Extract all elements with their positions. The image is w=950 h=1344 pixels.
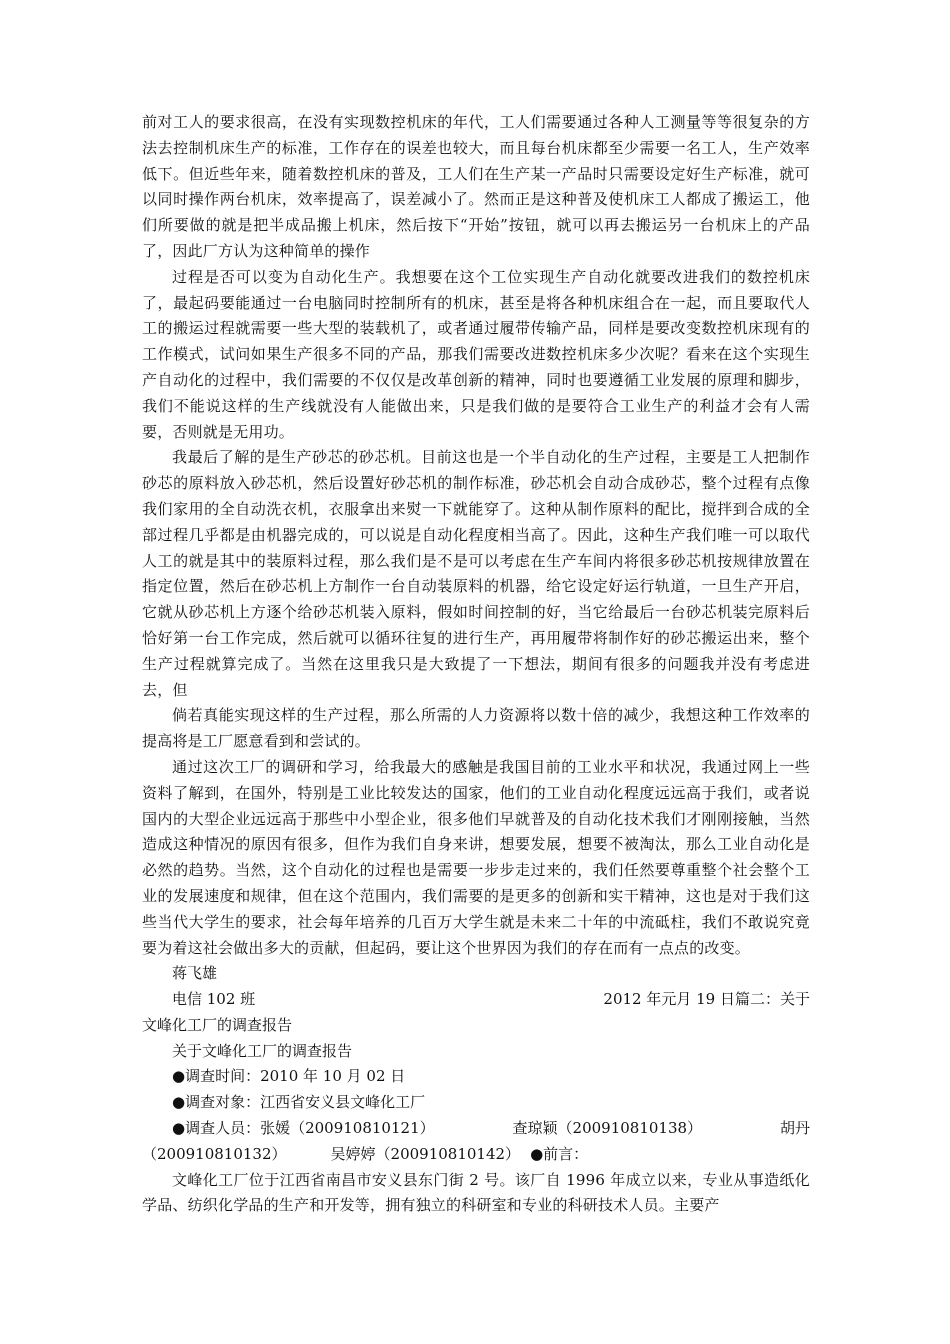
author-name: 蒋飞雄 [172, 964, 218, 983]
class-name: 电信 102 班 [172, 990, 256, 1009]
date-text: 2012 年元月 19 日篇二：关于 [603, 990, 810, 1009]
survey-staff-third: 胡丹 [779, 1119, 810, 1138]
survey-staff-line-2 [142, 1142, 810, 1168]
paragraph-reflection: 通过这次工厂的调研和学习，给我最大的感触是我国目前的工业水平和状况，我通过网上一些资料了解到，在国外，特别是工业比较发达的国家，他们的工业自动化程度远远高于我们，或者说国内的大型企业远远高于那些中小型企业，很多他们早就普及的自动化技术我们才刚刚接触，当然造成这种情况的原因有很多，但作为我们自身来讲，想要发展，想要不被淘汰，那么工业自动化是必然的趋势。当然，这个自动化的过程也是需要一步步走过来的，我们任然要尊重整个社会整个工业的发展速度和规律，但在这个范围内，我们需要的是更多的创新和实干精神，这也是对于我们这些当代大学生的要求，社会每年培养的几百万大学生就是未来二十年的中流砥柱，我们不敢说究竟要为着这社会做出多大的贡献，但起码，要让这个世界因为我们的存在而有一点点的改变。 [142, 757, 810, 957]
survey-object: ●调查对象：江西省安义县文峰化工厂 [172, 1093, 426, 1112]
paragraph-efficiency: 倘若真能实现这样的生产过程，那么所需的人力资源将以数十倍的减少，我想这种工作效率的提高将是工厂愿意看到和尝试的。 [142, 706, 810, 751]
survey-staff-fourth: 吴婷婷（200910810142） [330, 1144, 521, 1163]
survey-time: ●调查时间：2010 年 10 月 02 日 [172, 1067, 406, 1086]
survey-staff-id: （200910810132） [142, 1144, 287, 1163]
paragraph-machine-tools: 前对工人的要求很高，在没有实现数控机床的年代，工人们需要通过各种人工测量等等很复杂的方法去控制机床生产的标准，工作存在的误差也较大，而且每台机床都至少需要一名工人，生产效率低下。但近些年来，随着数控机床的普及，工人们在生产某一产品时只需要设定好生产标准，就可以同时操作两台机床，效率提高了，误差减小了。然而正是这种普及使机床工人都成了搬运工，他们所要做的就是把半成品搬上机床，然后按下“开始”按钮，就可以再去搬运另一台机床上的产品了，因此厂方认为这种简单的操作 [142, 113, 810, 260]
survey-staff-first: ●调查人员：张媛（200910810121） [172, 1119, 435, 1138]
preface-label: ●前言： [530, 1144, 589, 1163]
class-date-line [142, 987, 810, 1013]
report-title: 关于文峰化工厂的调查报告 [172, 1041, 353, 1060]
paragraph-intro: 文峰化工厂位于江西省南昌市安义县东门街 2 号。该厂自 1996 年成立以来，专业从事造纸化学品、纺织化学品的生产和开发等，拥有独立的科研室和专业的科研技术人员。主要产 [142, 1170, 810, 1215]
survey-staff-second: 查琼颖（200910810138） [512, 1119, 703, 1138]
paragraph-sand-core: 我最后了解的是生产砂芯的砂芯机。目前这也是一个半自动化的生产过程，主要是工人把制作砂芯的原料放入砂芯机，然后设置好砂芯机的制作标准，砂芯机会自动合成砂芯，整个过程有点像我们家用的全自动洗衣机，衣服拿出来熨一下就能穿了。这种从制作原料的配比，搅拌到合成的全部过程几乎都是由机器完成的，可以说是自动化程度相当高了。因此，这种生产我们唯一可以取代人工的就是其中的装原料过程，那么我们是不是可以考虑在生产车间内将很多砂芯机按规律放置在指定位置，然后在砂芯机上方制作一台自动装原料的机器，给它设定好运行轨道，一旦生产开启，它就从砂芯机上方逐个给砂芯机装入原料，假如时间控制的好，当它给最后一台砂芯机装完原料后恰好第一台工作完成，然后就可以循环往复的进行生产，再用履带将制作好的砂芯搬运出来，整个生产过程就算完成了。当然在这里我只是大致提了一下想法，期间有很多的问题我并没有考虑进去，但 [142, 448, 810, 699]
survey-staff-line [142, 1116, 810, 1142]
document-page [142, 110, 810, 1219]
title-continuation: 文峰化工厂的调查报告 [142, 1015, 293, 1034]
paragraph-automation: 过程是否可以变为自动化生产。我想要在这个工位实现生产自动化就要改进我们的数控机床了，最起码要能通过一台电脑同时控制所有的机床，甚至是将各种机床组合在一起，而且要取代人工的搬运过程就需要一些大型的装载机了，或者通过履带传输产品，同样是要改变数控机床现有的工作模式，试问如果生产很多不同的产品，那我们需要改进数控机床多少次呢？看来在这个实现生产自动化的过程中，我们需要的不仅仅是改革创新的精神，同时也要遵循工业发展的原理和脚步，我们不能说这样的生产线就没有人能做出来，只是我们做的是要符合工业生产的利益才会有人需要，否则就是无用功。 [142, 267, 810, 441]
